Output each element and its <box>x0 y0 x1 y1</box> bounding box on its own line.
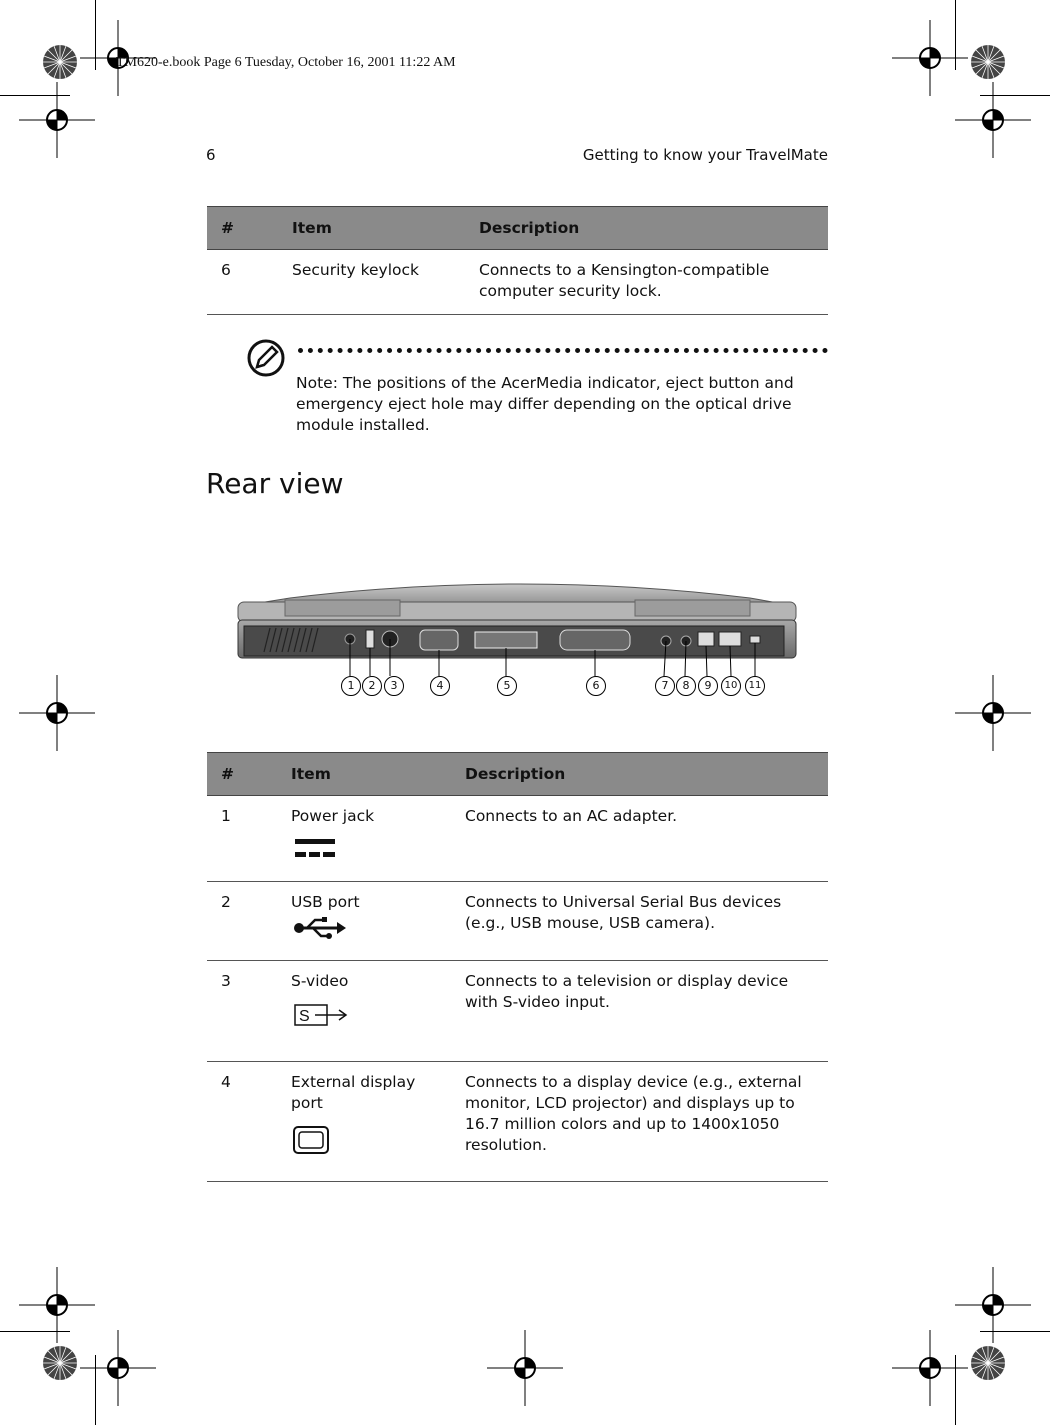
row-desc: Connects to a Kensington-compatible computer security lock. <box>465 250 828 315</box>
row-desc: Connects to a display device (e.g., external monitor, LCD projector) and displays up to 16.7 million colors and up to 1400x1050 resolution. <box>451 1062 828 1182</box>
col-header-description: Description <box>465 207 828 250</box>
row-num: 1 <box>207 796 277 882</box>
row-item-cell <box>277 882 451 961</box>
col-header-item: Item <box>278 207 465 250</box>
usb-icon <box>291 915 347 941</box>
note-divider <box>298 348 828 353</box>
row-num: 6 <box>207 250 278 315</box>
row-item: USB port <box>291 893 360 911</box>
spec-table-top <box>207 206 828 315</box>
page-number: 6 <box>206 146 216 164</box>
col-header-description: Description <box>451 753 828 796</box>
col-header-num: # <box>207 207 278 250</box>
table-row <box>207 961 828 1062</box>
callout-marker: 5 <box>497 676 517 696</box>
svg-text:S: S <box>299 1008 310 1025</box>
row-desc: Connects to a television or display device with S-video input. <box>451 961 828 1062</box>
row-item: S-video <box>291 972 349 990</box>
callout-marker: 2 <box>362 676 382 696</box>
dc-power-icon <box>291 835 337 863</box>
callout-marker: 1 <box>341 676 361 696</box>
col-header-num: # <box>207 753 277 796</box>
row-num: 2 <box>207 882 277 961</box>
row-item: External display port <box>291 1073 416 1112</box>
row-desc: Connects to an AC adapter. <box>451 796 828 882</box>
callout-marker: 3 <box>384 676 404 696</box>
row-num: 4 <box>207 1062 277 1182</box>
monitor-icon <box>291 1124 331 1156</box>
spec-table-bottom <box>207 752 828 1182</box>
row-item: Power jack <box>291 807 375 825</box>
s-video-icon <box>291 1002 349 1028</box>
callout-marker: 10 <box>721 676 741 696</box>
row-item: Security keylock <box>278 250 465 315</box>
table-row <box>207 1062 828 1182</box>
row-item-cell <box>277 1062 451 1182</box>
callout-marker: 6 <box>586 676 606 696</box>
row-desc: Connects to Universal Serial Bus devices (e.g., USB mouse, USB camera). <box>451 882 828 961</box>
callout-marker: 8 <box>676 676 696 696</box>
note-pen-icon <box>246 338 286 378</box>
row-item-cell <box>277 796 451 882</box>
callout-marker: 4 <box>430 676 450 696</box>
callout-marker: 11 <box>745 676 765 696</box>
callout-marker: 9 <box>698 676 718 696</box>
callout-marker: 7 <box>655 676 675 696</box>
col-header-item: Item <box>277 753 451 796</box>
section-title: Rear view <box>206 467 344 500</box>
table-row <box>207 250 828 315</box>
row-num: 3 <box>207 961 277 1062</box>
table-row <box>207 796 828 882</box>
print-slug: TM620-e.book Page 6 Tuesday, October 16, 2001 11:22 AM <box>116 55 456 70</box>
table-row <box>207 882 828 961</box>
note-text: Note: The positions of the AcerMedia indicator, eject button and emergency eject hole may differ depending on the optical drive module installed. <box>296 374 794 434</box>
running-header: Getting to know your TravelMate <box>582 146 828 164</box>
row-item-cell <box>277 961 451 1062</box>
